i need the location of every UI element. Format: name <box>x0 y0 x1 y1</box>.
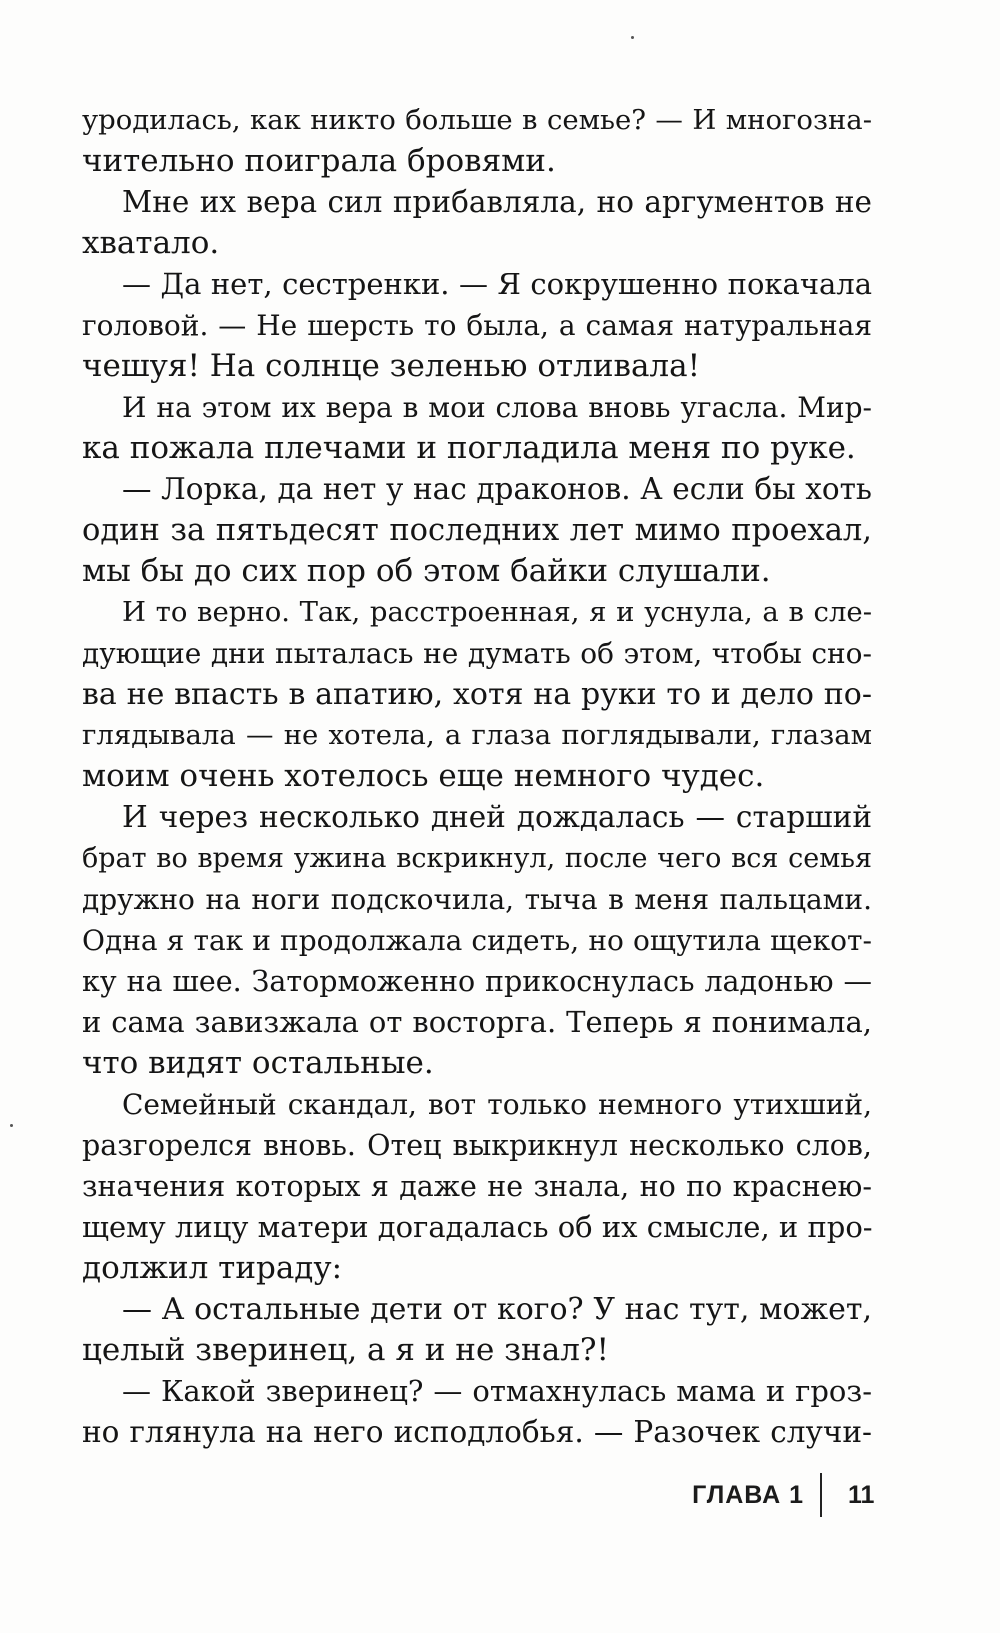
text-line: брат во время ужина вскрикнул, после чего вся семья <box>82 843 872 874</box>
page-number: 11 <box>848 1481 875 1509</box>
text-line: — Лорка, да нет у нас драконов. А если бы хоть <box>122 472 872 506</box>
text-line: уродилась, как никто больше в семье? — И многозна- <box>82 104 872 136</box>
text-line: ка пожала плечами и погладила меня по руке. <box>82 430 856 466</box>
text-line: И то верно. Так, расстроенная, я и уснула, а в сле- <box>122 596 872 628</box>
text-line: один за пятьдесят последних лет мимо проехал, <box>82 513 872 548</box>
text-line: должил тираду: <box>82 1250 343 1286</box>
text-line: — А остальные дети от кого? У нас тут, может, <box>122 1292 872 1327</box>
text-line: Семейный скандал, вот только немного утихший, <box>122 1088 872 1121</box>
text-line: ку на шее. Заторможенно прикоснулась ладонью — <box>82 965 872 998</box>
footer-divider <box>820 1473 822 1517</box>
text-line: значения которых я даже не знала, но по краснею- <box>82 1170 872 1203</box>
text-line: и сама завизжала от восторга. Теперь я понимала, <box>82 1005 872 1039</box>
text-line: но глянула на него исподлобья. — Разочек случи- <box>82 1415 872 1449</box>
text-line: разгорелся вновь. Отец выкрикнул несколько слов, <box>82 1129 872 1162</box>
text-line: дующие дни пыталась не думать об этом, чтобы сно- <box>82 637 872 670</box>
text-line: ва не впасть в апатию, хотя на руки то и дело по- <box>82 677 872 712</box>
text-line: — Да нет, сестренки. — Я сокрушенно покачала <box>122 267 872 301</box>
text-line: И через несколько дней дождалась — старший <box>122 800 872 834</box>
text-line: чешуя! На солнце зеленью отливала! <box>82 348 701 384</box>
text-line: глядывала — не хотела, а глаза поглядывали, глазам <box>82 719 872 751</box>
text-line: щему лицу матери догадалась об их смысле, и про- <box>82 1210 873 1244</box>
text-line: Одна я так и продолжала сидеть, но ощутила щекот- <box>82 924 872 957</box>
page-footer <box>0 1473 1000 1521</box>
text-line: — Какой зверинец? — отмахнулась мама и гроз- <box>122 1374 872 1408</box>
text-line: что видят остальные. <box>82 1045 434 1081</box>
text-line: головой. — Не шерсть то была, а самая натуральная <box>82 309 872 342</box>
text-line: дружно на ноги подскочила, тыча в меня пальцами. <box>82 883 872 916</box>
text-line: моим очень хотелось еще немного чудес. <box>82 758 765 794</box>
body-text <box>82 100 872 1453</box>
text-line: целый зверинец, а я и не знал?! <box>82 1332 609 1368</box>
scan-speck <box>10 1124 13 1127</box>
text-line: мы бы до сих пор об этом байки слушали. <box>82 553 771 589</box>
text-line: Мне их вера сил прибавляла, но аргументов не <box>122 185 872 219</box>
chapter-label: ГЛАВА 1 <box>692 1481 804 1509</box>
text-line: И на этом их вера в мои слова вновь угасла. Мир- <box>122 391 872 424</box>
scan-speck <box>631 36 634 39</box>
text-line: хватало. <box>82 225 220 261</box>
text-line: чительно поиграла бровями. <box>82 143 556 179</box>
